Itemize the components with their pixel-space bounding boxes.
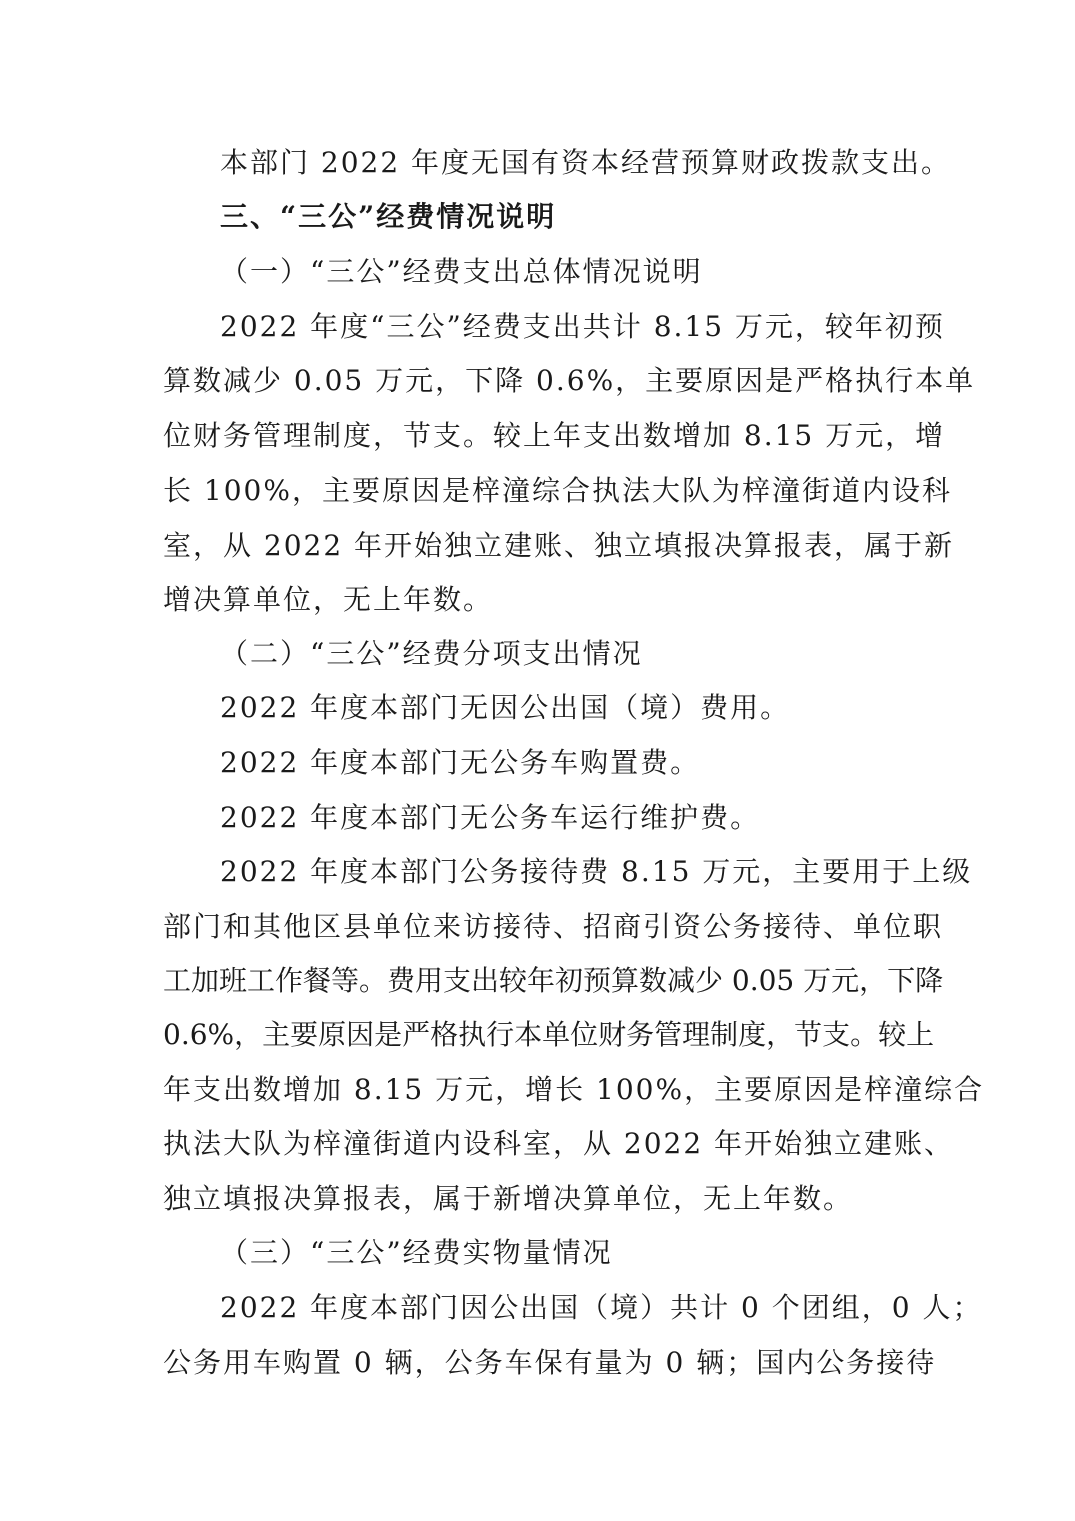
paragraph-line: 本部门 2022 年度无国有资本经营预算财政拨款支出。 [220, 146, 952, 179]
paragraph-line: 室，从 2022 年开始独立建账、独立填报决算报表，属于新 [163, 529, 955, 562]
paragraph-line: 0.6%，主要原因是严格执行本单位财务管理制度，节支。较上 [163, 1018, 935, 1051]
subsection-heading: （三）“三公”经费实物量情况 [220, 1236, 613, 1269]
paragraph-line: 2022 年度本部门无公务车购置费。 [220, 746, 701, 779]
paragraph-line: 公务用车购置 0 辆，公务车保有量为 0 辆；国内公务接待 [163, 1346, 937, 1379]
paragraph-line: 部门和其他区县单位来访接待、招商引资公务接待、单位职 [163, 910, 944, 943]
paragraph-line: 2022 年度本部门无公务车运行维护费。 [220, 801, 761, 834]
paragraph-line: 长 100%，主要原因是梓潼综合执法大队为梓潼街道内设科 [163, 474, 952, 507]
paragraph-line: 位财务管理制度，节支。较上年支出数增加 8.15 万元，增 [163, 419, 946, 452]
paragraph-line: 执法大队为梓潼街道内设科室，从 2022 年开始独立建账、 [163, 1127, 955, 1160]
paragraph-line: 独立填报决算报表，属于新增决算单位，无上年数。 [163, 1182, 854, 1215]
paragraph-line: 2022 年度本部门公务接待费 8.15 万元，主要用于上级 [220, 855, 973, 888]
paragraph-line: 算数减少 0.05 万元，下降 0.6%，主要原因是严格执行本单 [163, 364, 976, 397]
subsection-heading: （一）“三公”经费支出总体情况说明 [220, 255, 703, 288]
paragraph-line: 2022 年度“三公”经费支出共计 8.15 万元，较年初预 [220, 310, 945, 343]
paragraph-line: 增决算单位，无上年数。 [163, 583, 494, 616]
section-heading: 三、“三公”经费情况说明 [220, 200, 557, 233]
paragraph-line: 2022 年度本部门因公出国（境）共计 0 个团组，0 人； [220, 1291, 983, 1324]
paragraph-line: 年支出数增加 8.15 万元，增长 100%，主要原因是梓潼综合 [163, 1073, 985, 1106]
paragraph-line: 工加班工作餐等。费用支出较年初预算数减少 0.05 万元，下降 [163, 964, 944, 997]
paragraph-line: 2022 年度本部门无因公出国（境）费用。 [220, 691, 791, 724]
subsection-heading: （二）“三公”经费分项支出情况 [220, 637, 643, 670]
